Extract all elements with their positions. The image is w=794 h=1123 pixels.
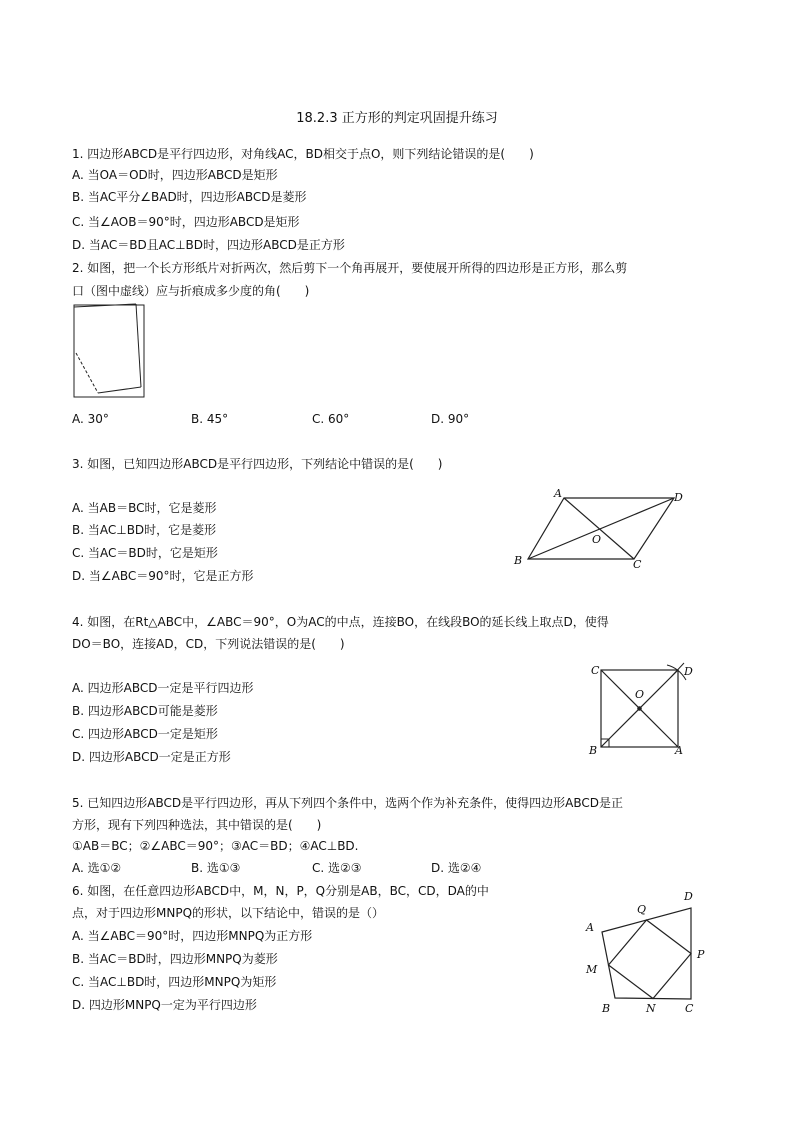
label-b: B [589, 744, 598, 757]
q1-option-b: B. 当AC平分∠BAD时，四边形ABCD是菱形 [72, 190, 307, 204]
q2-folded-paper-figure [72, 303, 148, 399]
q4-option-b: B. 四边形ABCD可能是菱形 [72, 704, 218, 718]
label-b: B [514, 554, 523, 567]
q3-option-a: A. 当AB＝BC时，它是菱形 [72, 501, 217, 515]
q5-conditions: ①AB＝BC；②∠ABC＝90°；③AC＝BD；④AC⊥BD. [72, 839, 359, 853]
q2-option-a: A. 30° [72, 412, 109, 426]
q2-option-d: D. 90° [431, 412, 470, 426]
q4-option-c: C. 四边形ABCD一定是矩形 [72, 727, 218, 741]
label-o: O [592, 533, 602, 546]
q6-option-a: A. 当∠ABC＝90°时，四边形MNPQ为正方形 [72, 929, 313, 943]
q2-option-c: C. 60° [312, 412, 350, 426]
q6-quadrilateral-figure [580, 888, 710, 1018]
label-d: D [684, 665, 693, 678]
q5-stem-line2: 方形，现有下列四种选法，其中错误的是( ) [72, 818, 322, 832]
q5-option-a: A. 选①② [72, 861, 122, 875]
q5-option-b: B. 选①③ [191, 861, 241, 875]
label-c: C [633, 558, 642, 571]
label-o: O [635, 688, 645, 701]
diagonal-ac [564, 498, 634, 559]
q4-option-d: D. 四边形ABCD一定是正方形 [72, 750, 231, 764]
label-a: A [675, 744, 683, 757]
fold-bottom-edge [98, 387, 141, 393]
q5-stem-line1: 5. 已知四边形ABCD是平行四边形，再从下列四个条件中，选两个作为补充条件，使得四边形ABCD是正 [72, 796, 623, 810]
q5-option-d: D. 选②④ [431, 861, 482, 875]
q3-option-d: D. 当∠ABC＝90°时，它是正方形 [72, 569, 254, 583]
q3-option-c: C. 当AC＝BD时，它是矩形 [72, 546, 218, 560]
q2-option-b: B. 45° [191, 412, 229, 426]
q2-stem-line1: 2. 如图，把一个长方形纸片对折两次，然后剪下一个角再展开，要使展开所得的四边形是正方形，那么剪 [72, 261, 628, 275]
q4-option-a: A. 四边形ABCD一定是平行四边形 [72, 681, 254, 695]
q6-option-d: D. 四边形MNPQ一定为平行四边形 [72, 998, 257, 1012]
q5-options-row [72, 860, 492, 876]
paper-outer-rect [74, 305, 144, 397]
q3-option-b: B. 当AC⊥BD时，它是菱形 [72, 523, 217, 537]
label-q: Q [637, 903, 647, 916]
q1-stem: 1. 四边形ABCD是平行四边形，对角线AC，BD相交于点O，则下列结论错误的是( ) [72, 147, 534, 161]
q6-option-b: B. 当AC＝BD时，四边形MNPQ为菱形 [72, 952, 278, 966]
label-a: A [586, 921, 594, 934]
label-n: N [646, 1002, 656, 1015]
q4-square-figure [585, 660, 700, 760]
label-c: C [591, 664, 600, 677]
q1-option-d: D. 当AC＝BD且AC⊥BD时，四边形ABCD是正方形 [72, 238, 345, 252]
q2-options-row [72, 411, 492, 427]
q2-stem-line2: 口（图中虚线）应与折痕成多少度的角( ) [72, 284, 310, 298]
label-p: P [697, 948, 705, 961]
label-c: C [685, 1002, 694, 1015]
q1-option-a: A. 当OA＝OD时，四边形ABCD是矩形 [72, 168, 278, 182]
q6-stem-line1: 6. 如图，在任意四边形ABCD中，M，N，P，Q分别是AB，BC，CD，DA的中 [72, 884, 489, 898]
q1-option-c: C. 当∠AOB＝90°时，四边形ABCD是矩形 [72, 215, 300, 229]
label-d: D [674, 491, 683, 504]
q6-stem-line2: 点，对于四边形MNPQ的形状，以下结论中，错误的是（） [72, 906, 385, 920]
page-title: 18.2.3 正方形的判定巩固提升练习 [296, 111, 498, 126]
cut-dashed-line [76, 353, 98, 393]
label-b: B [602, 1002, 611, 1015]
label-d: D [684, 890, 693, 903]
q5-option-c: C. 选②③ [312, 861, 362, 875]
q4-stem-line2: DO＝BO，连接AD，CD，下列说法错误的是( ) [72, 637, 345, 651]
fold-right-edge [136, 304, 141, 387]
quadrilateral-mnpq [609, 920, 692, 999]
q3-stem: 3. 如图，已知四边形ABCD是平行四边形，下列结论中错误的是( ) [72, 457, 443, 471]
label-a: A [554, 487, 562, 500]
q6-option-c: C. 当AC⊥BD时，四边形MNPQ为矩形 [72, 975, 277, 989]
diagonal-bd [528, 498, 674, 559]
label-m: M [586, 963, 598, 976]
midpoint-o [637, 706, 642, 711]
q4-stem-line1: 4. 如图，在Rt△ABC中，∠ABC＝90°，O为AC的中点，连接BO，在线段BO的延长线上取点D，使得 [72, 615, 609, 629]
quadrilateral-abcd [602, 908, 691, 999]
q3-parallelogram-figure [510, 486, 700, 572]
